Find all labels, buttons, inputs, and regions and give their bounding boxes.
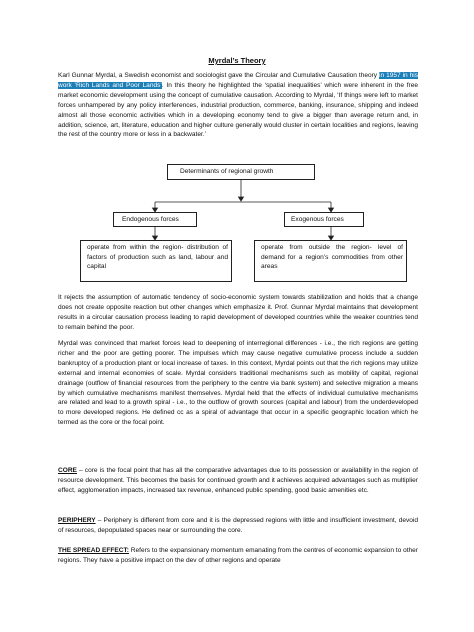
endogenous-description-box: operate from within the region- distribution of factors of production such as land, labour and capital	[80, 240, 232, 282]
periphery-heading: PERIPHERY	[58, 517, 96, 524]
intro-text-after: . In this theory he highlighted the ‘spatial inequalities’ which were inherent in the free market economic development using the concept of cumulative causation. According to Myrdal, ‘If things were left to market forces unhampered by any policy interferences, industrial production, commerce, banking, insurance, shipping and indeed almost all those economic activities which in a developing economy tend to give a bigger than average return and, in addition, science, art, literature, education and higher culture generally would cluster in certain localities and regions, leaving the rest of the country more or less in a backwater.’	[58, 81, 418, 139]
intro-text-before: Karl Gunnar Myrdal, a Swedish economist and sociologist gave the Circular and Cumulative Causation theory	[58, 72, 378, 79]
paragraph-stabilization: It rejects the assumption of automatic tendency of socio-economic system towards stabilization and holds that a change does not create opposite reaction but other changes which emphasize it. Prof. Gunnar Myrdal maintains that development results in a circular causation process leading to rapid development of developed countries while the weaker countries tend to remain behind the poor.	[58, 294, 418, 331]
intro-paragraph	[58, 71, 418, 140]
page-title: Myrdal’s Theory	[208, 56, 266, 65]
spread-effect-heading: THE SPREAD EFFECT:	[58, 547, 129, 554]
spread-effect-definition	[58, 546, 418, 566]
endogenous-forces-box: Endogenous forces	[113, 212, 197, 227]
spread-effect-text: Refers to the expansionary momentum emanating from the centres of economic expansion to other regions. They have a positive impact on the dev of other regions and operate	[58, 547, 418, 564]
paragraph-myrdal-market-forces: Myrdal was convinced that market forces lead to deepening of interregional differences - i.e., the rich regions are getting richer and the poor are getting poorer. The impulses which may cause negative cumulative process include a sudden bankruptcy of a production plant or local increase of taxes. In this context, Myrdal points out that the rich regions may utilize external and internal economies of scale. Myrdal considers traditional mechanisms such as mobility of capital, regional drainage (outflow of financial resources from the periphery to the centre via bank system) and selective migration a means by which cumulative mechanisms manifest themselves. Myrdal held that the effects of individual cumulative mechanisms are related and lead to a growth spiral - i.e., to the outflow of growth sources (capital and labour) from the underdeveloped to more developed regions. He defined cc as a spiral of advantage that occur in a specific geographic location which he termed as the core or the focal point.	[58, 340, 418, 427]
intro-highlight: in 1957 in his work ‘Rich Lands and Poor Lands’	[58, 72, 418, 89]
periphery-definition	[58, 516, 418, 536]
core-heading: CORE	[58, 467, 77, 474]
core-definition	[58, 466, 418, 496]
exogenous-forces-box: Exogenous forces	[284, 212, 364, 227]
core-text: – core is the focal point that has all the comparative advantages due to its possession or availability in the region of resource development. This becomes the basis for continued growth and it achieves acquired advantages such as multiplier effect, agglomeration impacts, increased tax revenue, enhanced public spending, good basic amenities etc.	[58, 467, 418, 494]
exogenous-description-box: operate from outside the region- level of demand for a region’s commodities from other areas	[254, 240, 407, 282]
diagram-top-box: Determinants of regional growth	[167, 164, 315, 180]
periphery-text: – Periphery is different from core and it is the depressed regions with little and insufficient investment, devoid of resources, depopulated spaces near or surrounding the core.	[58, 517, 418, 534]
